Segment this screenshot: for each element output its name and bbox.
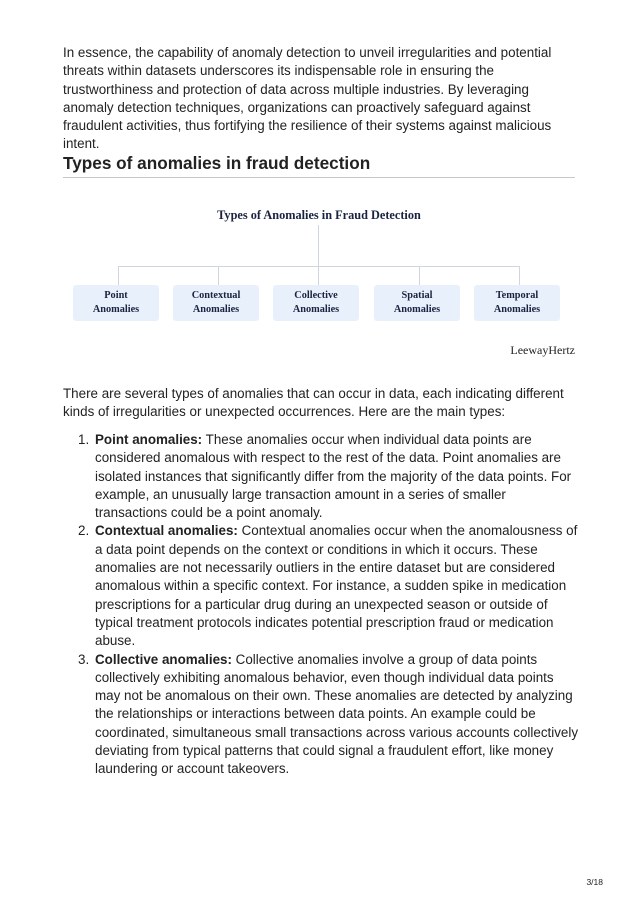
list-text: Contextual anomalies occur when the anomalousness of a data point depends on the context or conditions in which it occurs. These anomalies are not necessarily outliers in the entire dataset but are considered anomalous within a specific context. For instance, a sudden spike in medication prescriptions for a particular drug during an unexpected season or outside of typical treatment protocols indicates potential prescription fraud or medication abuse.: [95, 523, 578, 649]
node-temporal-anomalies: [474, 285, 560, 321]
node-label-line1: Collective: [294, 290, 338, 301]
connector-drop-point: [118, 266, 119, 285]
list-term: Point anomalies:: [95, 432, 203, 447]
list-number: 1.: [78, 432, 90, 447]
list-text: These anomalies occur when individual data points are considered anomalous with respect to the rest of the data. Point anomalies are isolated instances that significantly differ from the majority of the data points. For example, an unusually large transaction amount in a series of smaller transactions could be a point anomaly.: [95, 432, 572, 521]
node-label-line1: Temporal: [495, 290, 539, 301]
list-number: 2.: [78, 523, 90, 539]
node-point-anomalies: [73, 285, 159, 321]
node-label-line2: Anomalies: [292, 304, 340, 315]
list-term: Contextual anomalies:: [95, 523, 238, 539]
list-term: Collective anomalies:: [95, 651, 232, 667]
connector-drop-collective: [318, 266, 319, 285]
anomaly-types-diagram: [63, 195, 575, 363]
connector-drop-temporal: [519, 266, 520, 285]
list-item: [78, 431, 579, 522]
node-label-line2: Anomalies: [192, 304, 240, 315]
node-label-line2: Anomalies: [493, 304, 541, 315]
section-heading: Types of anomalies in fraud detection: [63, 153, 371, 173]
page-number: 3/18: [586, 877, 603, 887]
connector-bar: [118, 266, 520, 267]
heading-divider: [63, 177, 575, 178]
anomaly-types-list: [78, 431, 579, 779]
node-contextual-anomalies: [173, 285, 259, 321]
node-collective-anomalies: [273, 285, 359, 321]
list-number: 3.: [78, 651, 90, 667]
node-label-line1: Point: [104, 290, 128, 301]
list-item: [78, 522, 579, 650]
list-item: [78, 651, 579, 779]
intro-paragraph: In essence, the capability of anomaly detection to unveil irregularities and potential threats within datasets underscores its indispensable role in ensuring the trustworthiness and protection of data across multiple industries. By leveraging anomaly detection techniques, organizations can proactively safeguard against fraudulent activities, thus fortifying the resilience of their systems against malicious intent.: [63, 45, 552, 152]
node-spatial-anomalies: [374, 285, 460, 321]
brand-logo-text: LeewayHertz: [510, 343, 575, 357]
connector-drop-spatial: [419, 266, 420, 285]
node-label-line1: Contextual: [191, 290, 241, 301]
connector-drop-contextual: [218, 266, 219, 285]
node-label-line2: Anomalies: [393, 304, 441, 315]
diagram-title: Types of Anomalies in Fraud Detection: [217, 208, 421, 222]
types-intro-paragraph: There are several types of anomalies that can occur in data, each indicating different kinds of irregularities or unexpected occurrences. Here are the main types:: [63, 386, 564, 420]
node-label-line2: Anomalies: [92, 304, 140, 315]
connector-trunk: [318, 225, 319, 266]
list-text: Collective anomalies involve a group of data points collectively exhibiting anomalous behavior, even though individual data points may not be anomalous on their own. These anomalies are detected by analyzing the relationships or interactions between data points. An example could be coordinated, simultaneous small transactions across various accounts collectively deviating from typical patterns that could signal a fraudulent effort, like money laundering or account takeovers.: [95, 651, 579, 777]
node-label-line1: Spatial: [401, 290, 433, 301]
